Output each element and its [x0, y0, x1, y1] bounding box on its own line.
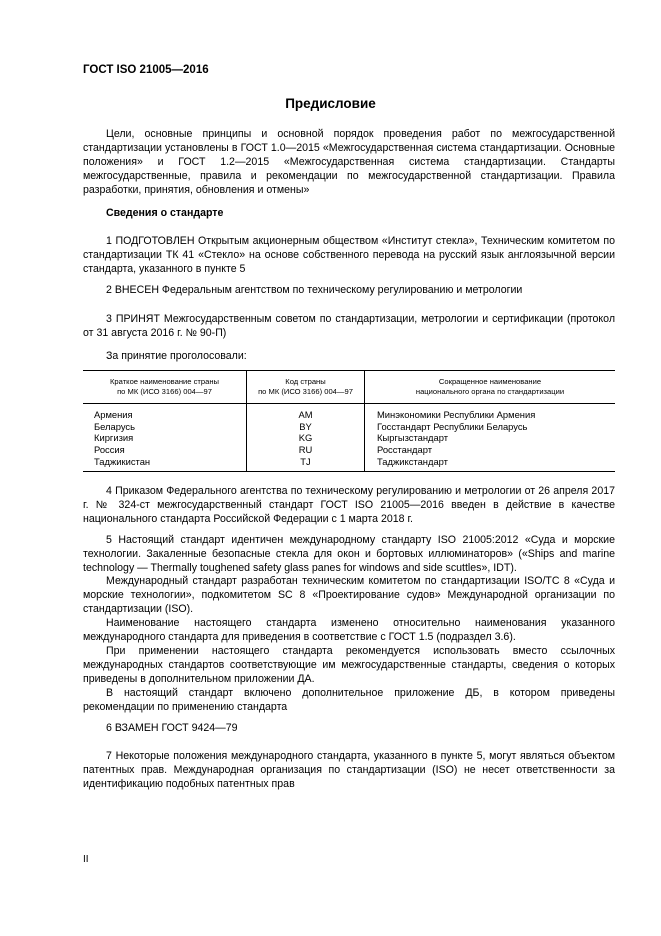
- code-cell: TJ: [247, 456, 365, 471]
- table-header-country: Краткое наименование страны по МК (ИСО 3166) 004—97: [83, 371, 247, 404]
- item-4: 4 Приказом Федерального агентства по техническому регулированию и метрологии от 26 апреля 2017 г. № 324-ст межгосударственный стандарт ГОСТ ISO 21005—2016 введен в действие в качестве национального стандарта Российской Федерации с 1 марта 2018 г.: [83, 485, 615, 525]
- page-number: II: [83, 854, 89, 865]
- body-cell: Минэкономики Республики Армения: [377, 409, 536, 420]
- voted-label: За принятие проголосовали:: [106, 350, 247, 362]
- table-header-body: Сокращенное наименование национального органа по стандартизации: [365, 371, 616, 404]
- item-5-references: При применении настоящего стандарта рекомендуется использовать вместо ссылочных международных стандартов соответствующие им межгосударственные стандарты, сведения о которых приведены в дополнительном приложении ДА.: [83, 645, 615, 685]
- item-7: 7 Некоторые положения международного стандарта, указанного в пункте 5, могут являться объектом патентных прав. Международная организация по стандартизации (ISO) не несет ответственности за идентификацию подобных патентных прав: [83, 750, 615, 790]
- country-cell: Беларусь: [83, 421, 247, 433]
- table-row: [83, 432, 615, 444]
- code-cell: BY: [247, 421, 365, 433]
- body-cell: Кыргызстандарт: [377, 432, 449, 444]
- voting-table: [83, 370, 615, 472]
- document-header: ГОСТ ISO 21005—2016: [83, 64, 209, 76]
- code-cell: AM: [247, 404, 365, 421]
- code-cell: KG: [247, 432, 365, 444]
- body-cell: Росстандарт: [377, 444, 432, 456]
- intro-paragraph: Цели, основные принципы и основной порядок проведения работ по межгосударственной стандартизации установлены в ГОСТ 1.0—2015 «Межгосударственная система стандартизации. Основные положения» и ГОСТ 1.2—2015 «Межгосударственная система стандартизации. Стандарты межгосударственные, правила и рекомендации по межгосударственной стандартизации. Правила разработки, принятия, обновления и отмены»: [83, 128, 615, 196]
- table-row: [83, 421, 615, 433]
- country-cell: Киргизия: [83, 432, 247, 444]
- item-3: 3 ПРИНЯТ Межгосударственным советом по стандартизации, метрологии и сертификации (протокол от 31 августа 2016 г. № 90-П): [83, 313, 615, 339]
- item-5: 5 Настоящий стандарт идентичен международному стандарту ISO 21005:2012 «Суда и морские технологии. Закаленные безопасные стекла для окон и бортовых иллюминаторов» («Ships and marine technology — Thermally toughened safety glass panes for windows and side scuttles», IDT).: [83, 534, 615, 574]
- body-cell: Госстандарт Республики Беларусь: [377, 420, 528, 432]
- section-heading: Сведения о стандарте: [106, 207, 224, 219]
- item-5-annex: В настоящий стандарт включено дополнительное приложение ДБ, в котором приведены рекомендации по применению стандарта: [83, 687, 615, 713]
- country-cell: Таджикистан: [83, 456, 247, 471]
- table-header-code: Код страны по МК (ИСО 3166) 004—97: [247, 371, 365, 404]
- page-title: Предисловие: [285, 96, 376, 111]
- table-row: [83, 456, 615, 471]
- item-1: 1 ПОДГОТОВЛЕН Открытым акционерным обществом «Институт стекла», Техническим комитетом по стандартизации ТК 41 «Стекло» на основе собственного перевода на русский язык англоязычной версии стандарта, указанного в пункте 5: [83, 235, 615, 275]
- table-row: [83, 404, 615, 421]
- code-cell: RU: [247, 444, 365, 456]
- item-5-committee: Международный стандарт разработан техническим комитетом по стандартизации ISO/TC 8 «Суда и морские технологии», подкомитетом SC 8 «Проектирование судов» Международной организации по стандартизации (ISO).: [83, 575, 615, 615]
- country-cell: Армения: [83, 404, 247, 421]
- item-2: 2 ВНЕСЕН Федеральным агентством по техническому регулированию и метрологии: [106, 284, 523, 296]
- body-cell: Таджикстандарт: [377, 455, 448, 467]
- item-6: 6 ВЗАМЕН ГОСТ 9424—79: [106, 722, 238, 734]
- country-cell: Россия: [83, 444, 247, 456]
- table-row: [83, 444, 615, 456]
- item-5-title-change: Наименование настоящего стандарта изменено относительно наименования указанного международного стандарта для приведения в соответствие с ГОСТ 1.5 (подраздел 3.6).: [83, 617, 615, 643]
